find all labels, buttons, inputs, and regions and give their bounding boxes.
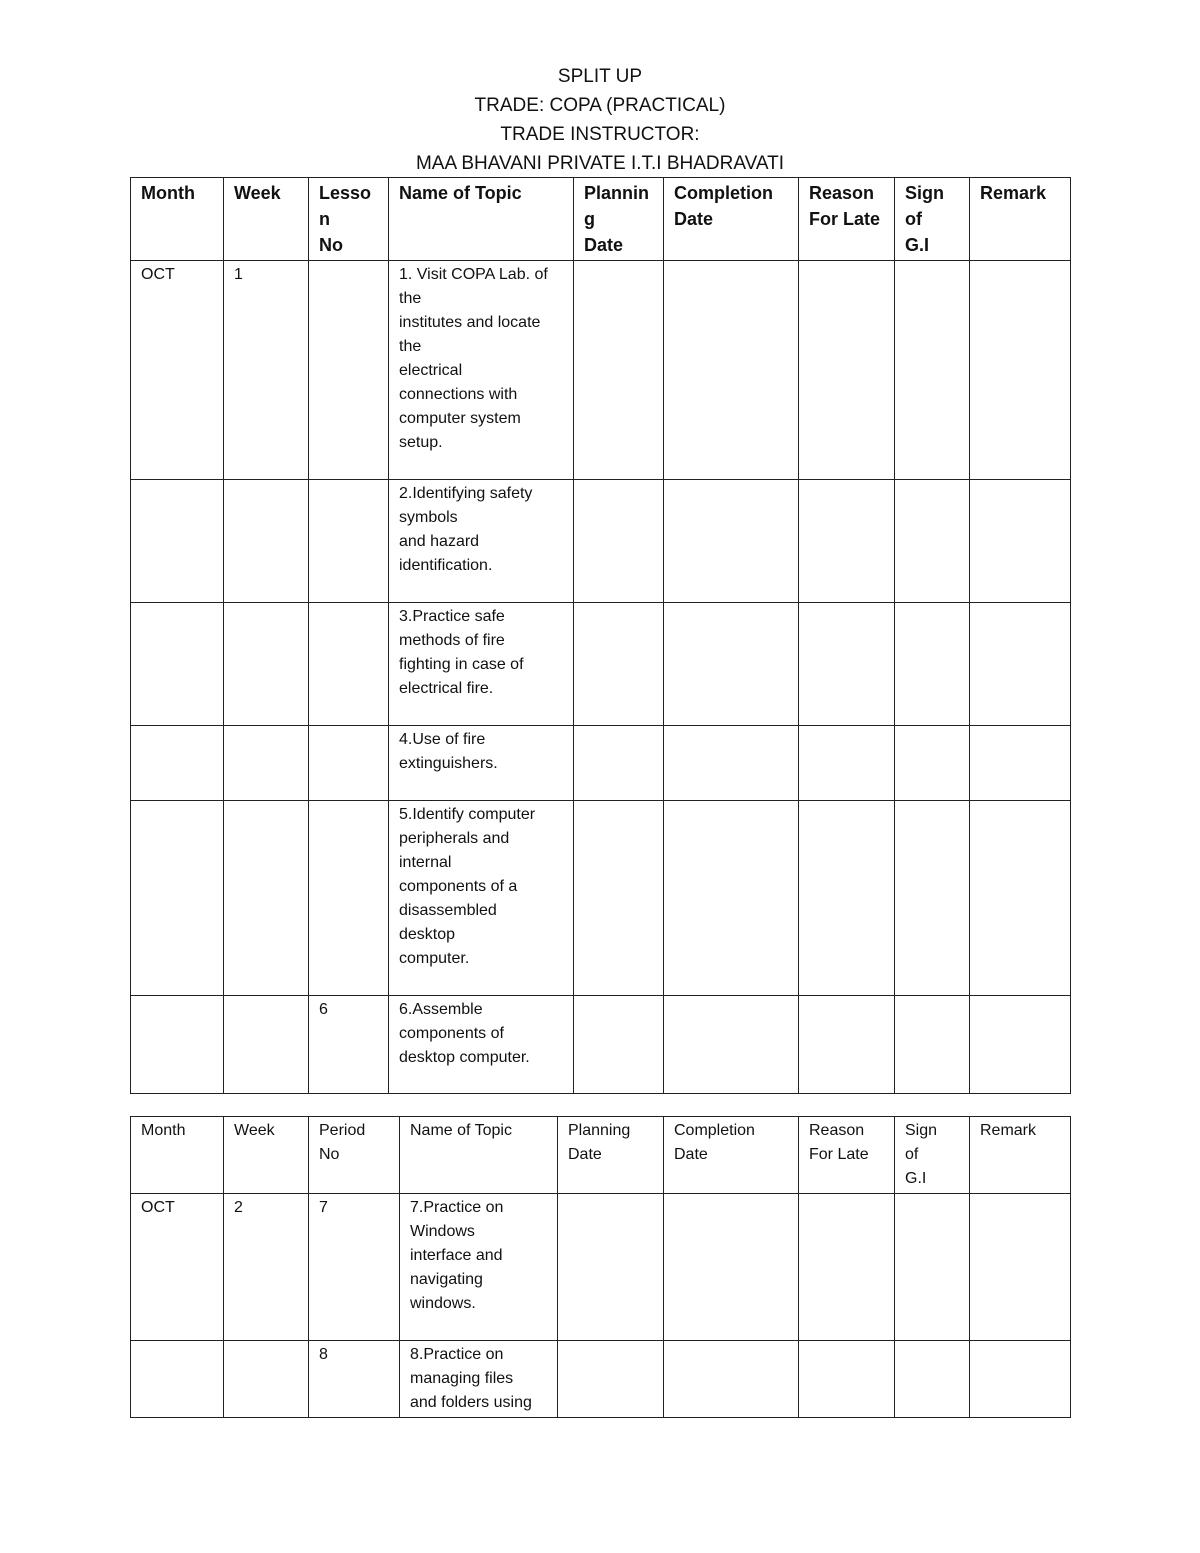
cell-planning-date (574, 726, 664, 801)
cell-period: 7 (309, 1194, 400, 1341)
cell-sign-of-gi (895, 1194, 970, 1341)
cell-planning-date (574, 801, 664, 996)
title-institute: MAA BHAVANI PRIVATE I.T.I BHADRAVATI (415, 153, 785, 174)
table-row (131, 726, 1071, 801)
col-header-reason-for-late: Reason For Late (799, 1117, 895, 1194)
cell-month (131, 726, 224, 801)
cell-reason-for-late (799, 996, 895, 1094)
cell-month: OCT (131, 1194, 224, 1341)
cell-remark (970, 480, 1071, 603)
cell-remark (970, 261, 1071, 480)
cell-sign-of-gi (895, 996, 970, 1094)
cell-remark (970, 1194, 1071, 1341)
table-row (131, 1341, 1071, 1418)
split-up-table-week-2 (130, 1116, 1071, 1418)
cell-sign-of-gi (895, 801, 970, 996)
cell-reason-for-late (799, 726, 895, 801)
cell-month: OCT (131, 261, 224, 480)
cell-remark (970, 801, 1071, 996)
cell-completion-date (664, 261, 799, 480)
table-row (131, 1194, 1071, 1341)
cell-topic: 6.Assemble components of desktop computer. (389, 996, 574, 1094)
col-header-week: Week (224, 178, 309, 261)
col-header-topic: Name of Topic (400, 1117, 558, 1194)
cell-topic: 4.Use of fire extinguishers. (389, 726, 574, 801)
cell-week: 2 (224, 1194, 309, 1341)
cell-planning-date (574, 261, 664, 480)
col-header-sign-of-gi: Sign of G.I (895, 1117, 970, 1194)
cell-topic: 8.Practice on managing files and folders using (400, 1341, 558, 1418)
cell-lesson: 6 (309, 996, 389, 1094)
cell-remark (970, 1341, 1071, 1418)
cell-completion-date (664, 480, 799, 603)
cell-week (224, 1341, 309, 1418)
cell-completion-date (664, 726, 799, 801)
title-trade: TRADE: COPA (PRACTICAL) (474, 95, 726, 116)
cell-reason-for-late (799, 801, 895, 996)
col-header-month: Month (131, 178, 224, 261)
table-row (131, 603, 1071, 726)
cell-completion-date (664, 996, 799, 1094)
col-header-completion-date: Completion Date (664, 1117, 799, 1194)
col-header-planning-date: Planning Date (558, 1117, 664, 1194)
cell-completion-date (664, 1341, 799, 1418)
split-up-table-week-1 (130, 177, 1071, 1094)
cell-reason-for-late (799, 261, 895, 480)
col-header-reason-for-late: Reason For Late (799, 178, 895, 261)
cell-remark (970, 726, 1071, 801)
cell-sign-of-gi (895, 726, 970, 801)
cell-planning-date (574, 603, 664, 726)
cell-period: 8 (309, 1341, 400, 1418)
cell-week (224, 996, 309, 1094)
table-header-row (131, 1117, 1071, 1194)
cell-week (224, 726, 309, 801)
table-row (131, 261, 1071, 480)
cell-sign-of-gi (895, 261, 970, 480)
col-header-remark: Remark (970, 1117, 1071, 1194)
cell-topic: 1. Visit COPA Lab. of the institutes and locate the electrical connections with computer system setup. (389, 261, 574, 480)
col-header-topic: Name of Topic (389, 178, 574, 261)
document-title-block (0, 62, 1200, 178)
cell-month (131, 603, 224, 726)
cell-sign-of-gi (895, 603, 970, 726)
title-split-up: SPLIT UP (557, 66, 643, 87)
col-header-month: Month (131, 1117, 224, 1194)
table-row (131, 480, 1071, 603)
col-header-sign-of-gi: Sign of G.I (895, 178, 970, 261)
cell-lesson (309, 603, 389, 726)
cell-week (224, 801, 309, 996)
cell-remark (970, 603, 1071, 726)
cell-reason-for-late (799, 603, 895, 726)
cell-topic: 7.Practice on Windows interface and navigating windows. (400, 1194, 558, 1341)
col-header-period-no: Period No (309, 1117, 400, 1194)
cell-lesson (309, 261, 389, 480)
cell-month (131, 996, 224, 1094)
cell-reason-for-late (799, 480, 895, 603)
cell-week (224, 480, 309, 603)
cell-topic: 3.Practice safe methods of fire fighting in case of electrical fire. (389, 603, 574, 726)
table-header-row (131, 178, 1071, 261)
cell-month (131, 801, 224, 996)
cell-month (131, 480, 224, 603)
col-header-lesson-no: Lesso n No (309, 178, 389, 261)
cell-week (224, 603, 309, 726)
cell-remark (970, 996, 1071, 1094)
cell-planning-date (558, 1194, 664, 1341)
cell-planning-date (574, 996, 664, 1094)
cell-lesson (309, 801, 389, 996)
cell-reason-for-late (799, 1194, 895, 1341)
cell-planning-date (574, 480, 664, 603)
cell-completion-date (664, 1194, 799, 1341)
cell-topic: 5.Identify computer peripherals and internal components of a disassembled desktop computer. (389, 801, 574, 996)
title-trade-instructor: TRADE INSTRUCTOR: (500, 124, 700, 145)
col-header-week: Week (224, 1117, 309, 1194)
cell-topic: 2.Identifying safety symbols and hazard identification. (389, 480, 574, 603)
col-header-planning-date: Plannin g Date (574, 178, 664, 261)
cell-sign-of-gi (895, 1341, 970, 1418)
table-row (131, 801, 1071, 996)
cell-sign-of-gi (895, 480, 970, 603)
table-row (131, 996, 1071, 1094)
cell-planning-date (558, 1341, 664, 1418)
cell-week: 1 (224, 261, 309, 480)
cell-completion-date (664, 603, 799, 726)
cell-completion-date (664, 801, 799, 996)
cell-lesson (309, 726, 389, 801)
cell-month (131, 1341, 224, 1418)
col-header-remark: Remark (970, 178, 1071, 261)
cell-reason-for-late (799, 1341, 895, 1418)
cell-lesson (309, 480, 389, 603)
col-header-completion-date: Completion Date (664, 178, 799, 261)
